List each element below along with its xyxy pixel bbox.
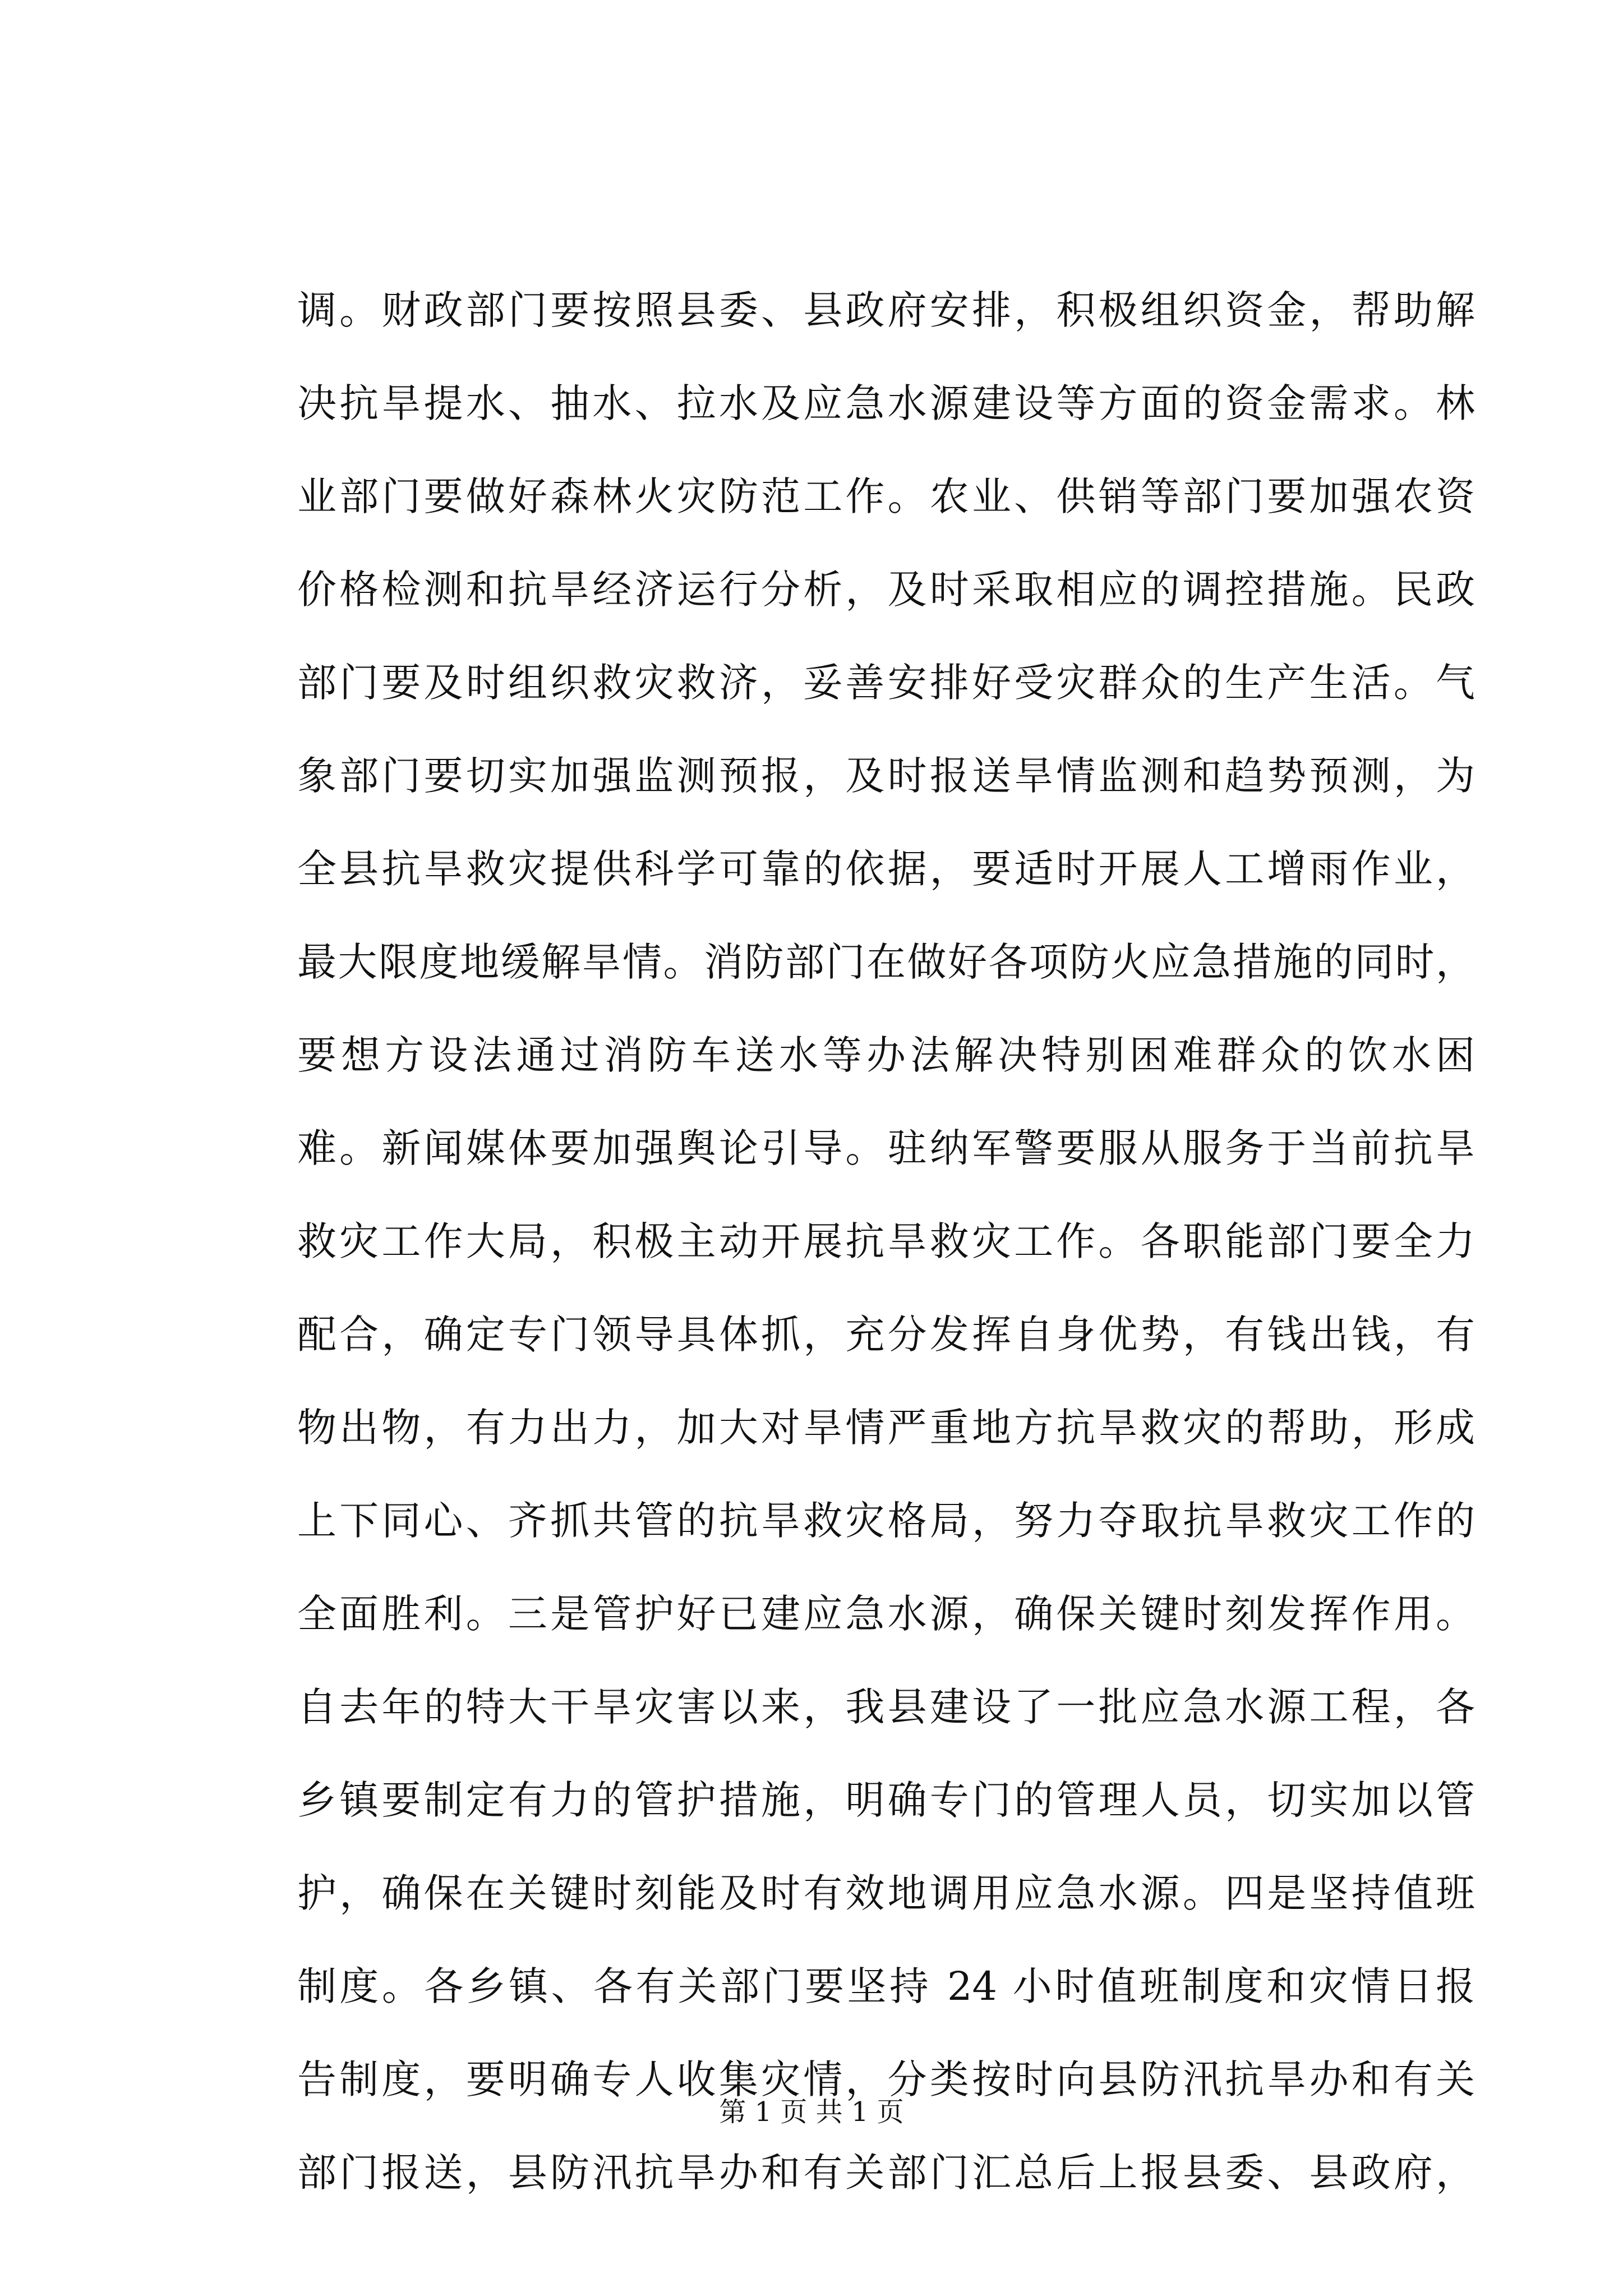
text-line: 象部门要切实加强监测预报，及时报送旱情监测和趋势预测，为: [297, 753, 1475, 799]
text-line: 救灾工作大局，积极主动开展抗旱救灾工作。各职能部门要全力: [297, 1218, 1475, 1264]
page-number-label: 第 1 页 共 1 页: [719, 2096, 904, 2128]
text-line: 上下同心、齐抓共管的抗旱救灾格局，努力夺取抗旱救灾工作的: [297, 1498, 1475, 1544]
text-line: 业部门要做好森林火灾防范工作。农业、供销等部门要加强农资: [297, 473, 1475, 519]
text-line: 决抗旱提水、抽水、拉水及应急水源建设等方面的资金需求。林: [297, 380, 1475, 426]
text-line: 配合，确定专门领导具体抓，充分发挥自身优势，有钱出钱，有: [297, 1312, 1475, 1358]
text-line: 部门要及时组织救灾救济，妥善安排好受灾群众的生产生活。气: [297, 660, 1475, 706]
text-line: 部门报送，县防汛抗旱办和有关部门汇总后上报县委、县政府，: [297, 2150, 1475, 2196]
page-footer: [0, 2092, 1623, 2132]
text-line: 自去年的特大干旱灾害以来，我县建设了一批应急水源工程，各: [297, 1684, 1475, 1730]
text-line: 护，确保在关键时刻能及时有效地调用应急水源。四是坚持值班: [297, 1870, 1475, 1916]
text-line: 调。财政部门要按照县委、县政府安排，积极组织资金，帮助解: [297, 287, 1475, 333]
text-line: 告制度，要明确专人收集灾情，分类按时向县防汛抗旱办和有关: [297, 2056, 1475, 2102]
text-line: 制度。各乡镇、各有关部门要坚持 24 小时值班制度和灾情日报: [297, 1963, 1475, 2009]
text-line: 全县抗旱救灾提供科学可靠的依据，要适时开展人工增雨作业，: [297, 846, 1475, 892]
text-line: 乡镇要制定有力的管护措施，明确专门的管理人员，切实加以管: [297, 1777, 1475, 1823]
body-text: [297, 264, 1475, 2219]
text-line: 最大限度地缓解旱情。消防部门在做好各项防火应急措施的同时，: [297, 939, 1475, 985]
text-line: 价格检测和抗旱经济运行分析，及时采取相应的调控措施。民政: [297, 567, 1475, 613]
text-line: 全面胜利。三是管护好已建应急水源，确保关键时刻发挥作用。: [297, 1591, 1475, 1637]
text-line: 物出物，有力出力，加大对旱情严重地方抗旱救灾的帮助，形成: [297, 1405, 1475, 1451]
text-line: 要想方设法通过消防车送水等办法解决特别困难群众的饮水困: [297, 1032, 1475, 1078]
text-line: 难。新闻媒体要加强舆论引导。驻纳军警要服从服务于当前抗旱: [297, 1125, 1475, 1171]
